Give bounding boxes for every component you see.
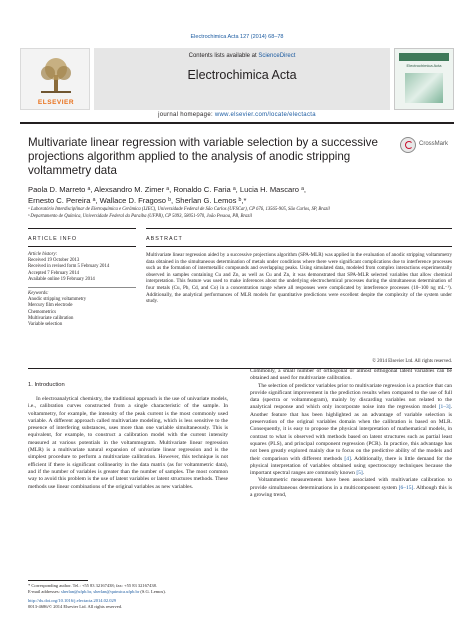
reference-link[interactable]: [1–3]	[438, 404, 451, 411]
paragraph-text: Voltammetric measurements have been associated with multivariate calibration to provide simultaneous determinations in a multicomponent system	[250, 477, 452, 491]
keyword-item: Anodic stripping voltammetry	[28, 297, 87, 303]
history-heading: Article history:	[28, 252, 58, 257]
homepage-prefix: journal homepage:	[158, 112, 215, 118]
history-item: Received in revised form 5 February 2014	[28, 264, 110, 270]
affiliations	[28, 207, 458, 220]
article-history	[28, 252, 128, 283]
doi-link[interactable]: http://dx.doi.org/10.1016/j.electacta.2014.02.029	[28, 598, 117, 603]
abstract-rule-top	[146, 228, 452, 229]
reference-link[interactable]: [5]	[356, 470, 363, 477]
crossmark-button[interactable]	[400, 136, 448, 158]
history-item: Available online 19 February 2014	[28, 276, 95, 282]
contents-prefix: Contents lists available at	[188, 53, 259, 59]
paragraph-text: The selection of predictor variables prior to multivariate regression is a practice that can provide significant improvement in the prediction results when compared to the use of full data (spectra or voltammogram), mainly by discarding variables not related to the analytical response and which only incorporate noise into the regression model	[250, 382, 452, 411]
section-heading-introduction: 1. Introduction	[28, 382, 65, 388]
journal-citation[interactable]: Electrochimica Acta 127 (2014) 68–78	[190, 34, 284, 40]
journal-cover	[394, 48, 454, 110]
journal-banner	[94, 48, 390, 110]
affiliation-b: ᵇ Departamento de Química, Universidade Federal da Paraíba (UFPB), CP 5093, 58051-970, João Pessoa, PB, Brazil	[28, 213, 252, 219]
history-item: Accepted 7 February 2014	[28, 270, 80, 276]
author-list	[28, 184, 448, 206]
article-info-heading: ARTICLE INFO	[28, 236, 78, 242]
paragraph-text: . Additionally, there is little demand for the physical interpretation of variables obtained using spectroscopy techniques because the important spectral ranges are commonly known	[250, 455, 452, 477]
email-note	[28, 589, 328, 595]
body-column-left	[28, 396, 228, 491]
article-title: Multivariate linear regression with variable selection by a successive projections algorithm applied to the analysis of anodic stripping voltammetry data	[28, 136, 378, 177]
email-link[interactable]: sherlan@ufpb.br, sherlan@quimica.ufpb.br	[61, 589, 140, 594]
info-divider	[28, 287, 136, 288]
cover-title: Electrochimica Acta	[406, 63, 442, 68]
crossmark-label: CrossMark	[419, 141, 449, 147]
abstract-copyright: © 2014 Elsevier Ltd. All rights reserved.	[372, 359, 452, 364]
abstract-rule-mid	[146, 246, 452, 247]
reference-link[interactable]: [4]	[344, 455, 351, 462]
keywords-heading: Keywords:	[28, 291, 49, 296]
keywords-block	[28, 291, 128, 328]
elsevier-logo	[20, 48, 90, 110]
paragraph-text: .	[362, 470, 365, 477]
email-prefix: E-mail addresses:	[28, 589, 61, 594]
doi-block	[28, 598, 328, 610]
history-item: Received 19 October 2013	[28, 258, 80, 264]
authors-line-1: Paola D. Marreto ᵃ, Alexsandro M. Zimer ᵃ, Ronaldo C. Faria ᵃ, Lucia H. Mascaro ᵃ,	[28, 185, 307, 194]
keyword-item: Chemometrics	[28, 309, 56, 315]
body-column-right	[250, 368, 452, 499]
paragraph-text: . Another feature that has been highlighted as an advantage of variable selection is preservation of the original variables domain when the calibration is based on MLR. Consequently, it is easy to propose the physical interpretation of mathematical models, in contrast to what is observed with methods based on latent structures such as partial least squares (PLS), and principal component regression (PCR). In practice, this advantage has not been greatly explored mainly due to focus on the predictive ability of the models and their comparison with different methods	[250, 404, 452, 462]
sciencedirect-link[interactable]: ScienceDirect	[258, 53, 296, 59]
paragraph-text: . Although this is a growing trend,	[250, 484, 452, 499]
body-paragraph: Commonly, a small number of orthogonal or almost orthogonal latent variables can be obtained and used for multivariate calibration.	[250, 368, 452, 382]
homepage-link[interactable]: www.elsevier.com/locate/electacta	[214, 112, 316, 118]
authors-line-2: Ernesto C. Pereira ᵃ, Wallace D. Fragoso ᵇ, Sherlan G. Lemos ᵇ,*	[28, 196, 247, 205]
body-paragraph: In electroanalytical chemistry, the traditional approach is the use of univariate models, i.e., calibration curves constructed from a single characteristic of the sample. In voltammetry, for example, the intensity of the peak current is the most commonly used variable. A different approach called multivariate modeling, which is less sensitive to the presence of interfering substances, uses more than one variable simultaneously. This is equivalent, for example, to construct a calibration model with the current intensity measured at various potentials in the voltammogram. Multivariate linear regression (MLR) is a multivariate natural expansion of univariate linear regression and is the simplest procedure to perform a multivariate calibration. However, this technique is not efficient if there is significant collinearity in the data matrix (as for voltammetric data), and if the number of variables is greater than the number of samples. The most common way to avoid this problem is the use of latent variables or latent structures methods. These methods use linear combinations of the original variables as new variables.	[28, 396, 228, 490]
issn-line: 0013-4686/© 2014 Elsevier Ltd. All rights reserved.	[28, 604, 123, 609]
keyword-item: Variable selection	[28, 322, 63, 328]
footnotes	[28, 583, 328, 595]
body-paragraph	[250, 383, 452, 478]
cover-image	[405, 73, 443, 103]
contents-line	[94, 53, 390, 59]
cover-band	[399, 53, 449, 61]
email-suffix: (S.G. Lemos).	[139, 589, 166, 594]
reference-link[interactable]: [6–15]	[398, 484, 414, 491]
elsevier-tree-icon	[37, 55, 75, 95]
keyword-item: Mercury film electrode	[28, 303, 73, 309]
affiliation-a: ᵃ Laboratório Interdisciplinar de Eletroquímica e Cerâmica (LIEC), Universidade Federal de São Carlos (UFSCar), CP 676, 13565-905, São Carlos, SP, Brazil	[28, 207, 330, 212]
journal-name: Electrochimica Acta	[187, 68, 297, 82]
footnote-rule	[28, 580, 88, 581]
abstract-text: Multivariate linear regression aided by a successive projections algorithm (SPA-MLR) was applied in the evaluation of anodic stripping voltammetry data obtained in the simultaneous determination of metals under conditions where there were significant complications due to interference processes such as the formation of intermetallic compounds and overlapping peaks. Using simulated data, modeled from complex interactions experimentally observed in samples containing Cu and Zn, as well as Cu and Zn, it was demonstrated that SPA-MLR selected variables that allow chemical interpretation. This feature was used to make inferences about the underlying electrochemical processes during the simultaneous determination of four metals (Cu, Pb, Cd, and Co) in a concentration range where all responses were complicated by interference processes (10–100 ng mL⁻¹). Additionally, the analytical performances of MLR models for quantitative predictions were excellent despite the complexity of the system under study.	[146, 252, 452, 305]
journal-homepage-line	[20, 112, 454, 118]
header-rule	[20, 122, 454, 124]
journal-header	[20, 48, 454, 110]
body-paragraph	[250, 477, 452, 499]
info-rule-mid	[28, 246, 136, 247]
corresponding-author-note: * Corresponding author. Tel.: +55 83 32167438; fax: +55 83 32167438.	[28, 583, 158, 588]
crossmark-icon	[400, 137, 416, 153]
keyword-item: Multivariate calibration	[28, 315, 74, 321]
abstract-heading: ABSTRACT	[146, 236, 183, 242]
publisher-name: ELSEVIER	[37, 99, 75, 106]
info-rule-top	[28, 228, 136, 229]
